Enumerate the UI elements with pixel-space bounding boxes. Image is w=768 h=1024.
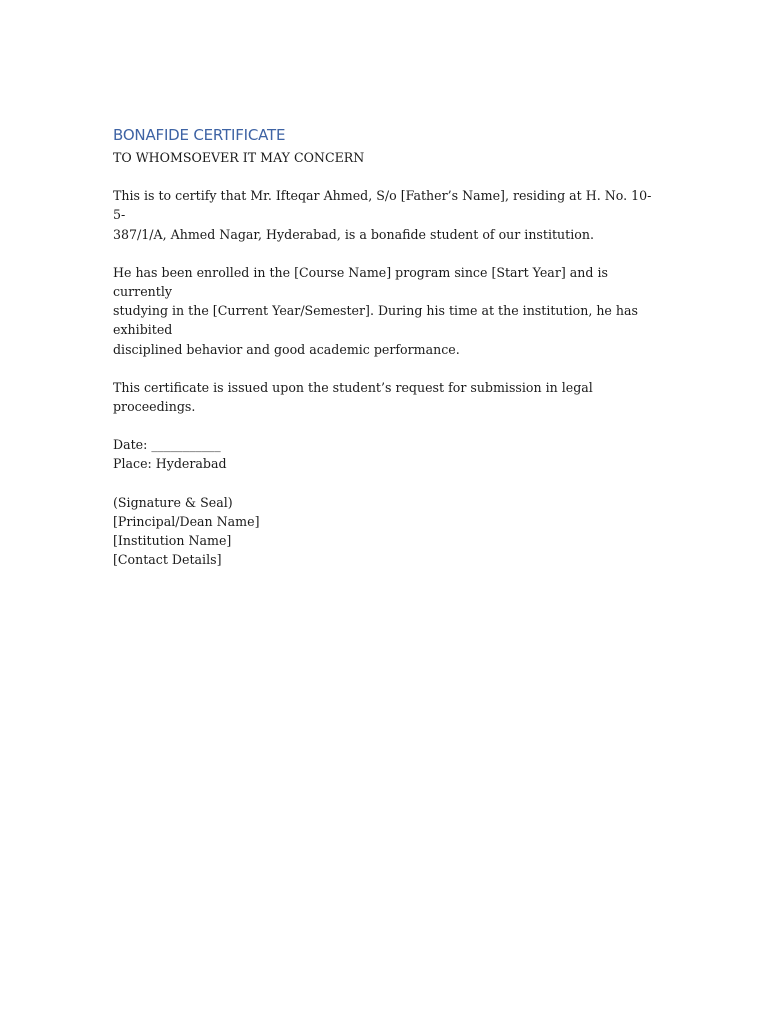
signature-seal-line: (Signature & Seal) bbox=[113, 494, 233, 510]
institution-name-line: [Institution Name] bbox=[113, 533, 232, 549]
certification-paragraph bbox=[113, 186, 658, 244]
date-field: Date: ___________ bbox=[113, 437, 221, 453]
date-place-block bbox=[113, 435, 658, 473]
paragraph-line: disciplined behavior and good academic performance. bbox=[113, 341, 460, 357]
contact-details-line: [Contact Details] bbox=[113, 552, 222, 568]
enrollment-paragraph bbox=[113, 263, 658, 359]
certificate-body bbox=[113, 125, 658, 569]
paragraph-line: This is to certify that Mr. Ifteqar Ahmed, S/o [Father’s Name], residing at H. No. 10-5- bbox=[113, 188, 652, 223]
principal-name-line: [Principal/Dean Name] bbox=[113, 513, 260, 529]
signature-block bbox=[113, 493, 658, 570]
salutation: TO WHOMSOEVER IT MAY CONCERN bbox=[113, 150, 365, 165]
paragraph-line: 387/1/A, Ahmed Nagar, Hyderabad, is a bonafide student of our institution. bbox=[113, 226, 594, 242]
certificate-title: BONAFIDE CERTIFICATE bbox=[113, 126, 286, 144]
place-field: Place: Hyderabad bbox=[113, 456, 227, 472]
purpose-paragraph bbox=[113, 378, 658, 416]
paragraph-line: studying in the [Current Year/Semester]. During his time at the institution, he has exhibited bbox=[113, 303, 638, 338]
paragraph-line: He has been enrolled in the [Course Name] program since [Start Year] and is currently bbox=[113, 264, 608, 300]
paragraph-line: This certificate is issued upon the student’s request for submission in legal proceedings. bbox=[113, 379, 593, 415]
